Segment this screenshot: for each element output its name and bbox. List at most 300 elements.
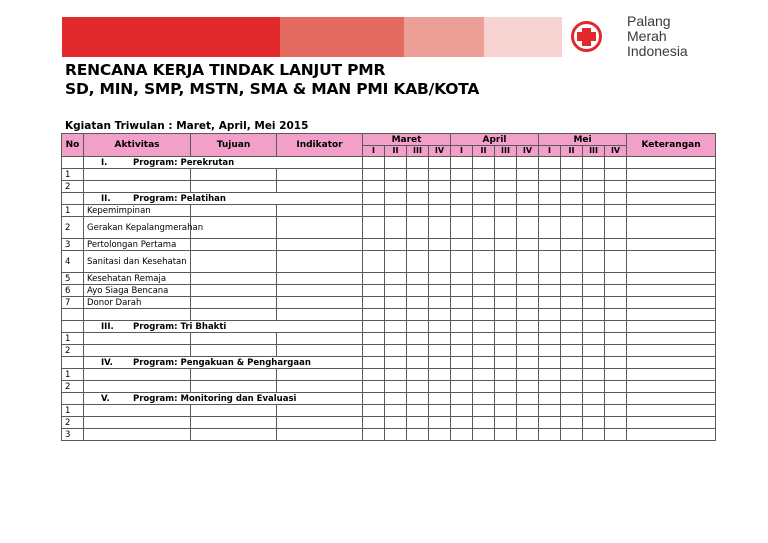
table-cell: [539, 333, 561, 345]
table-cell: [451, 285, 473, 297]
table-cell: [539, 429, 561, 441]
activity-cell: Kesehatan Remaja: [84, 273, 191, 285]
table-cell: [517, 321, 539, 333]
table-cell: [363, 429, 385, 441]
table-cell: [363, 157, 385, 169]
table-cell: [429, 297, 451, 309]
table-cell: [627, 205, 716, 217]
logo-line-3: Indonesia: [627, 43, 688, 59]
table-cell: [605, 285, 627, 297]
header-indikator: Indikator: [277, 134, 363, 157]
table-cell: [62, 157, 84, 169]
table-cell: [277, 285, 363, 297]
table-cell: [495, 181, 517, 193]
table-cell: [605, 333, 627, 345]
table-cell: [473, 393, 495, 405]
table-cell: [191, 345, 277, 357]
table-cell: [627, 181, 716, 193]
table-cell: [451, 297, 473, 309]
table-cell: [363, 205, 385, 217]
table-cell: [385, 205, 407, 217]
row-number: 2: [62, 381, 84, 393]
table-cell: [277, 297, 363, 309]
table-cell: [451, 369, 473, 381]
table-cell: [539, 285, 561, 297]
table-cell: [385, 239, 407, 251]
table-cell: [473, 309, 495, 321]
section-number: III.: [101, 321, 114, 332]
logo-line-2: Merah: [627, 28, 667, 44]
table-cell: [561, 297, 583, 309]
table-cell: [363, 251, 385, 273]
table-cell: [191, 217, 277, 239]
table-cell: [385, 321, 407, 333]
table-cell: [277, 181, 363, 193]
table-cell: [473, 405, 495, 417]
table-cell: [407, 393, 429, 405]
table-cell: [277, 333, 363, 345]
table-cell: [561, 381, 583, 393]
page-title-line-2: SD, MIN, SMP, MSTN, SMA & MAN PMI KAB/KOTA: [65, 80, 480, 98]
table-cell: [363, 357, 385, 369]
table-cell: [451, 417, 473, 429]
row-number: 2: [62, 181, 84, 193]
table-cell: [561, 417, 583, 429]
table-cell: [517, 297, 539, 309]
table-cell: [495, 297, 517, 309]
row-number: 1: [62, 369, 84, 381]
table-cell: [277, 251, 363, 273]
table-cell: [583, 345, 605, 357]
activity-cell: [84, 169, 191, 181]
table-cell: [451, 273, 473, 285]
section-label: Program: Pelatihan: [133, 193, 226, 204]
table-cell: [429, 273, 451, 285]
table-cell: [429, 381, 451, 393]
table-cell: [517, 239, 539, 251]
table-cell: [429, 205, 451, 217]
table-cell: [517, 381, 539, 393]
table-cell: [385, 297, 407, 309]
table-cell: [495, 169, 517, 181]
table-cell: [473, 429, 495, 441]
table-cell: [62, 309, 84, 321]
table-cell: [517, 285, 539, 297]
section-row: [62, 321, 716, 333]
table-cell: [583, 239, 605, 251]
table-cell: [385, 157, 407, 169]
table-cell: [363, 417, 385, 429]
header-week: III: [583, 146, 605, 157]
table-cell: [385, 393, 407, 405]
header-month-april: April: [451, 134, 539, 146]
table-cell: [627, 193, 716, 205]
table-cell: [385, 285, 407, 297]
table-cell: [583, 357, 605, 369]
activity-cell: [84, 429, 191, 441]
header-week: III: [407, 146, 429, 157]
table-cell: [277, 381, 363, 393]
table-cell: [583, 157, 605, 169]
table-cell: [583, 321, 605, 333]
table-cell: [451, 193, 473, 205]
header-week: II: [385, 146, 407, 157]
activity-cell: Kepemimpinan: [84, 205, 191, 217]
table-cell: [495, 251, 517, 273]
table-cell: [495, 157, 517, 169]
table-cell: [517, 217, 539, 239]
table-row: [62, 181, 716, 193]
table-cell: [473, 369, 495, 381]
table-cell: [363, 405, 385, 417]
table-cell: [561, 393, 583, 405]
table-cell: [583, 285, 605, 297]
activity-cell: [84, 369, 191, 381]
table-cell: [473, 157, 495, 169]
header-keterangan: Keterangan: [627, 134, 716, 157]
table-cell: [473, 217, 495, 239]
table-cell: [517, 181, 539, 193]
table-cell: [561, 273, 583, 285]
table-cell: [407, 381, 429, 393]
row-number: 1: [62, 169, 84, 181]
logo-line-1: Palang: [627, 13, 671, 29]
table-cell: [539, 345, 561, 357]
table-cell: [363, 333, 385, 345]
header-tujuan: Tujuan: [191, 134, 277, 157]
table-cell: [473, 193, 495, 205]
table-cell: [407, 429, 429, 441]
table-cell: [363, 181, 385, 193]
table-cell: [62, 393, 84, 405]
table-cell: [583, 181, 605, 193]
row-number: 4: [62, 251, 84, 273]
table-row: [62, 333, 716, 345]
table-cell: [407, 369, 429, 381]
table-cell: [583, 217, 605, 239]
table-cell: [363, 345, 385, 357]
table-cell: [627, 393, 716, 405]
table-cell: [363, 393, 385, 405]
table-cell: [605, 205, 627, 217]
table-cell: [517, 273, 539, 285]
table-cell: [429, 285, 451, 297]
table-cell: [84, 309, 191, 321]
section-heading: [84, 193, 363, 205]
table-cell: [517, 417, 539, 429]
page-title-line-1: RENCANA KERJA TINDAK LANJUT PMR: [65, 61, 386, 79]
table-cell: [473, 239, 495, 251]
table-cell: [495, 217, 517, 239]
table-cell: [429, 333, 451, 345]
table-cell: [451, 157, 473, 169]
table-cell: [539, 169, 561, 181]
table-cell: [495, 381, 517, 393]
table-cell: [429, 309, 451, 321]
activity-cell: [84, 345, 191, 357]
table-cell: [429, 417, 451, 429]
table-cell: [561, 181, 583, 193]
table-cell: [539, 381, 561, 393]
table-cell: [495, 273, 517, 285]
table-cell: [429, 429, 451, 441]
table-cell: [627, 321, 716, 333]
table-cell: [191, 405, 277, 417]
table-cell: [473, 181, 495, 193]
table-cell: [605, 169, 627, 181]
table-cell: [385, 345, 407, 357]
table-cell: [627, 239, 716, 251]
table-cell: [407, 205, 429, 217]
table-cell: [407, 321, 429, 333]
table-cell: [605, 217, 627, 239]
activity-cell: Donor Darah: [84, 297, 191, 309]
table-cell: [451, 345, 473, 357]
table-cell: [407, 251, 429, 273]
table-cell: [605, 429, 627, 441]
table-cell: [277, 273, 363, 285]
table-cell: [385, 251, 407, 273]
table-cell: [539, 205, 561, 217]
table-cell: [429, 193, 451, 205]
table-cell: [473, 273, 495, 285]
header-month-mei: Mei: [539, 134, 627, 146]
table-cell: [429, 239, 451, 251]
table-cell: [385, 181, 407, 193]
table-cell: [583, 193, 605, 205]
table-cell: [605, 239, 627, 251]
table-cell: [495, 417, 517, 429]
table-cell: [583, 369, 605, 381]
section-heading: [84, 357, 363, 369]
table-cell: [539, 405, 561, 417]
table-cell: [561, 333, 583, 345]
table-cell: [363, 381, 385, 393]
table-cell: [561, 251, 583, 273]
row-number: 1: [62, 205, 84, 217]
table-cell: [277, 369, 363, 381]
table-cell: [627, 285, 716, 297]
table-cell: [561, 345, 583, 357]
table-cell: [191, 273, 277, 285]
table-cell: [191, 381, 277, 393]
table-cell: [385, 193, 407, 205]
table-cell: [407, 345, 429, 357]
table-cell: [539, 157, 561, 169]
spacer-row: [62, 309, 716, 321]
table-cell: [451, 239, 473, 251]
table-row: [62, 429, 716, 441]
table-cell: [517, 357, 539, 369]
table-cell: [473, 321, 495, 333]
table-cell: [495, 309, 517, 321]
table-cell: [561, 239, 583, 251]
section-row: [62, 357, 716, 369]
row-number: 3: [62, 239, 84, 251]
banner-stripe-salmon: [280, 17, 404, 57]
table-cell: [583, 381, 605, 393]
section-number: I.: [101, 157, 108, 168]
table-cell: [407, 297, 429, 309]
table-row: [62, 285, 716, 297]
table-cell: [407, 169, 429, 181]
table-cell: [561, 309, 583, 321]
table-cell: [191, 205, 277, 217]
table-cell: [407, 357, 429, 369]
table-cell: [495, 333, 517, 345]
table-cell: [191, 369, 277, 381]
section-number: IV.: [101, 357, 113, 368]
row-number: 1: [62, 333, 84, 345]
table-cell: [407, 285, 429, 297]
table-cell: [561, 429, 583, 441]
table-row: [62, 405, 716, 417]
section-label: Program: Pengakuan & Penghargaan: [133, 357, 311, 368]
table-cell: [583, 405, 605, 417]
table-cell: [561, 357, 583, 369]
table-cell: [191, 239, 277, 251]
table-cell: [583, 429, 605, 441]
table-cell: [407, 405, 429, 417]
table-cell: [473, 297, 495, 309]
red-cross-horizontal: [577, 32, 596, 41]
table-cell: [451, 309, 473, 321]
table-cell: [583, 205, 605, 217]
table-cell: [517, 345, 539, 357]
table-cell: [451, 429, 473, 441]
table-cell: [539, 251, 561, 273]
table-cell: [539, 321, 561, 333]
table-cell: [561, 217, 583, 239]
activity-cell: [84, 181, 191, 193]
table-cell: [429, 357, 451, 369]
section-number: V.: [101, 393, 110, 404]
table-cell: [429, 405, 451, 417]
table-cell: [473, 285, 495, 297]
table-cell: [407, 181, 429, 193]
table-cell: [495, 357, 517, 369]
table-cell: [385, 309, 407, 321]
table-cell: [605, 417, 627, 429]
table-cell: [429, 157, 451, 169]
banner-stripe-pink: [404, 17, 484, 57]
table-cell: [561, 157, 583, 169]
table-cell: [605, 193, 627, 205]
table-cell: [561, 205, 583, 217]
table-cell: [583, 273, 605, 285]
table-cell: [473, 333, 495, 345]
banner-stripe-red: [62, 17, 280, 57]
table-cell: [473, 169, 495, 181]
table-cell: [191, 309, 277, 321]
table-cell: [385, 217, 407, 239]
table-cell: [429, 393, 451, 405]
header-no: No: [62, 134, 84, 157]
table-cell: [191, 417, 277, 429]
row-number: 5: [62, 273, 84, 285]
table-cell: [407, 193, 429, 205]
table-cell: [451, 357, 473, 369]
table-cell: [495, 205, 517, 217]
table-cell: [605, 345, 627, 357]
table-cell: [561, 405, 583, 417]
table-cell: [385, 369, 407, 381]
table-cell: [385, 417, 407, 429]
table-cell: [473, 345, 495, 357]
header-week: I: [363, 146, 385, 157]
table-cell: [495, 285, 517, 297]
table-cell: [605, 393, 627, 405]
table-cell: [583, 333, 605, 345]
table-cell: [517, 169, 539, 181]
table-cell: [495, 345, 517, 357]
row-number: 2: [62, 345, 84, 357]
table-cell: [407, 239, 429, 251]
table-cell: [451, 205, 473, 217]
pmi-logo: [571, 14, 721, 62]
table-cell: [561, 169, 583, 181]
table-cell: [451, 169, 473, 181]
table-body: [62, 157, 716, 441]
table-cell: [495, 369, 517, 381]
table-cell: [407, 273, 429, 285]
table-cell: [277, 239, 363, 251]
activity-cell: Gerakan Kepalangmerahan: [84, 217, 191, 239]
table-cell: [473, 357, 495, 369]
table-row: [62, 169, 716, 181]
row-number: 1: [62, 405, 84, 417]
table-cell: [517, 429, 539, 441]
activity-cell: [84, 381, 191, 393]
table-row: [62, 417, 716, 429]
table-cell: [451, 381, 473, 393]
table-cell: [517, 405, 539, 417]
table-cell: [583, 417, 605, 429]
table-cell: [451, 333, 473, 345]
header-week: III: [495, 146, 517, 157]
header-aktivitas: Aktivitas: [84, 134, 191, 157]
table-cell: [539, 357, 561, 369]
header-week: I: [451, 146, 473, 157]
table-cell: [385, 405, 407, 417]
table-cell: [539, 273, 561, 285]
period-subtitle: Kgiatan Triwulan : Maret, April, Mei 2015: [65, 120, 309, 132]
activity-cell: [84, 417, 191, 429]
table-cell: [605, 321, 627, 333]
table-cell: [407, 157, 429, 169]
section-number: II.: [101, 193, 111, 204]
table-cell: [429, 217, 451, 239]
table-cell: [495, 429, 517, 441]
table-cell: [277, 429, 363, 441]
table-cell: [539, 297, 561, 309]
table-cell: [451, 251, 473, 273]
table-cell: [429, 181, 451, 193]
row-number: 2: [62, 217, 84, 239]
table-cell: [517, 251, 539, 273]
header-week: II: [473, 146, 495, 157]
table-cell: [385, 273, 407, 285]
header-week: II: [561, 146, 583, 157]
header-week: IV: [605, 146, 627, 157]
table-cell: [539, 417, 561, 429]
table-cell: [627, 217, 716, 239]
table-cell: [605, 381, 627, 393]
table-cell: [277, 405, 363, 417]
table-cell: [277, 345, 363, 357]
table-cell: [407, 417, 429, 429]
header-week: I: [539, 146, 561, 157]
